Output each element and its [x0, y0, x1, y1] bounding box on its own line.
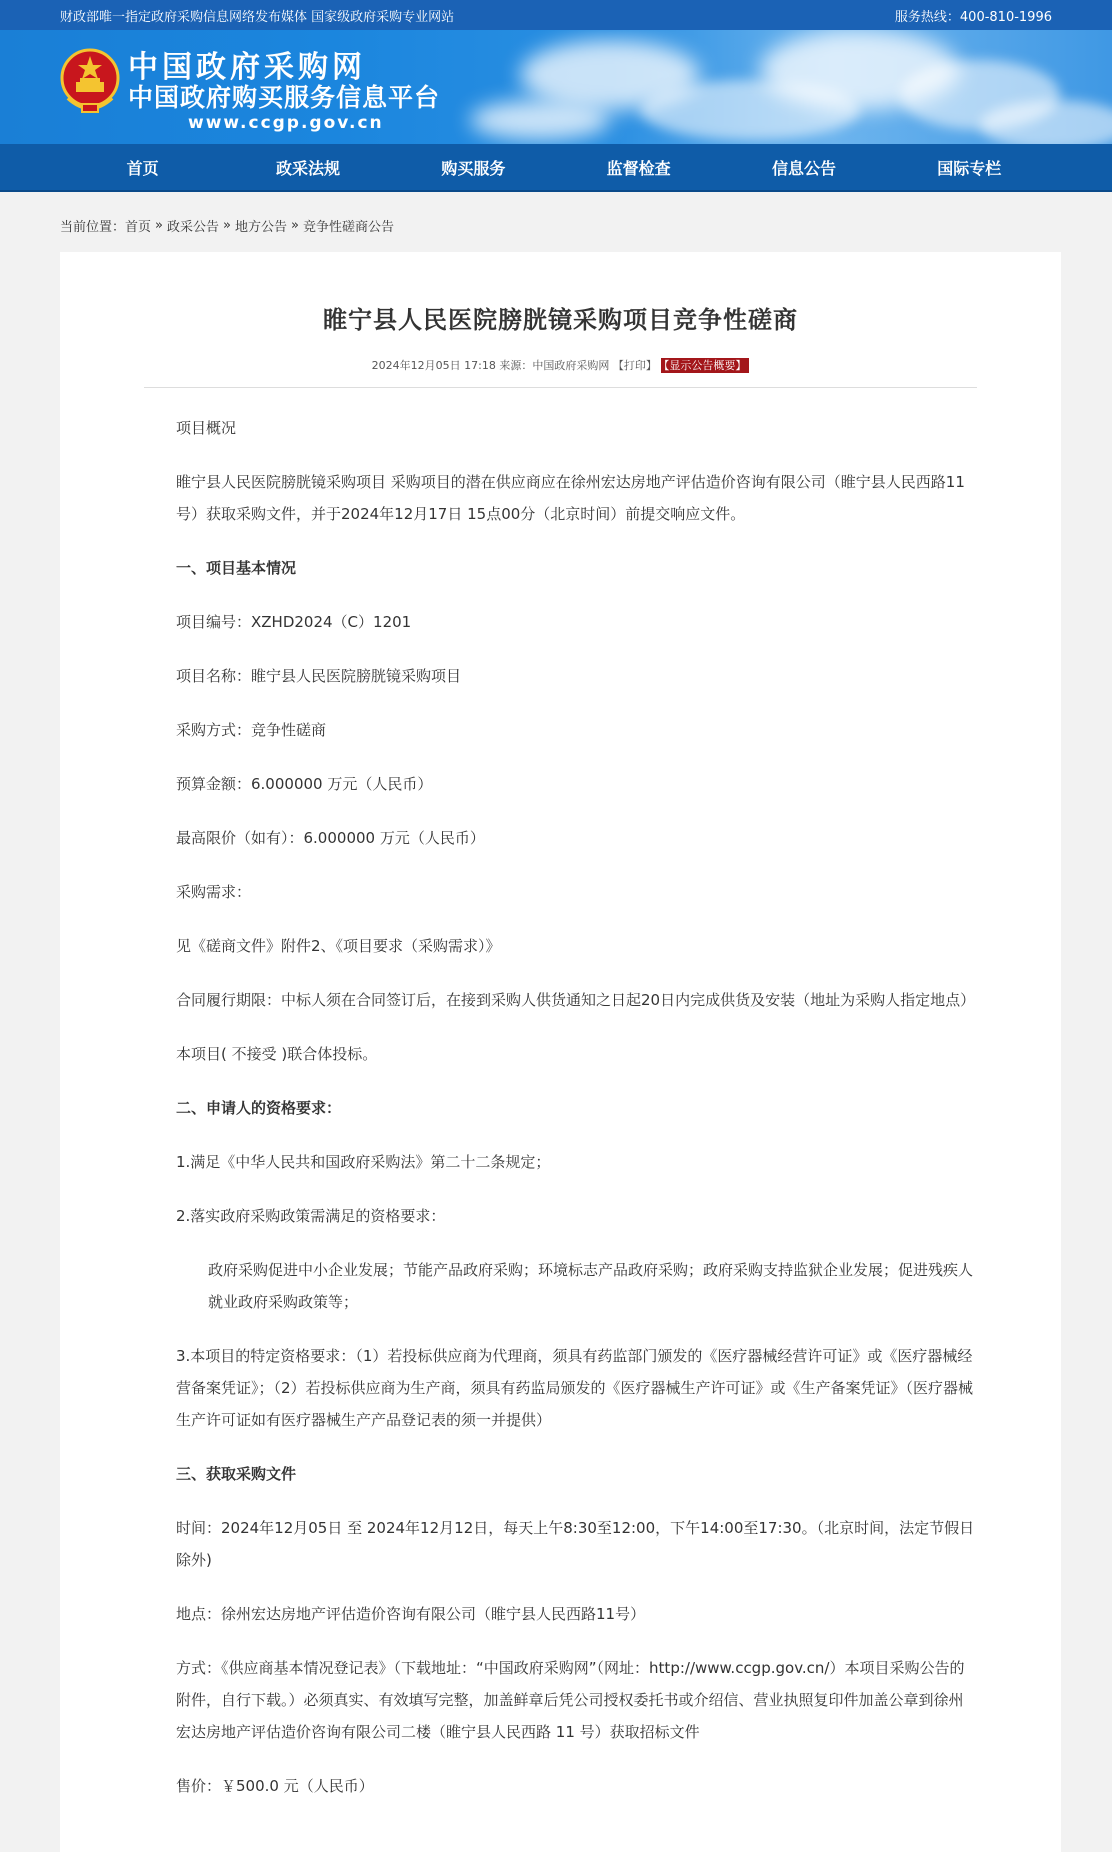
- section-heading: 二、申请人的资格要求：: [176, 1099, 342, 1117]
- national-emblem-icon[interactable]: [60, 48, 120, 116]
- paragraph: 3.本项目的特定资格要求：（1）若投标供应商为代理商，须具有药监部门颁发的《医疗器械经营许可证》或《医疗器械经营备案凭证》；（2）若投标供应商为生产商，须具有药监局颁发的《医疗器械生产许可证》或《生产备案凭证》（医疗器械生产许可证如有医疗器械生产产品登记表的须一并提供）: [176, 1347, 974, 1429]
- paragraph: 项目名称：睢宁县人民医院膀胱镜采购项目: [176, 667, 462, 685]
- article-meta: [60, 357, 1061, 373]
- nav-purchase-services[interactable]: 购买服务: [441, 158, 506, 178]
- paragraph: 预算金额：6.000000 万元（人民币）: [176, 775, 433, 793]
- section-heading: 三、获取采购文件: [176, 1465, 297, 1483]
- breadcrumb-separator: »: [155, 217, 163, 233]
- paragraph: 本项目( 不接受 )联合体投标。: [176, 1045, 378, 1063]
- paragraph: 1.满足《中华人民共和国政府采购法》第二十二条规定；: [176, 1153, 551, 1171]
- paragraph: 时间：2024年12月05日 至 2024年12月12日，每天上午8:30至12:00，下午14:00至17:30。（北京时间，法定节假日除外): [176, 1519, 975, 1569]
- paragraph: 见《磋商文件》附件2、《项目要求（采购需求）》: [176, 937, 501, 955]
- paragraph: 合同履行期限：中标人须在合同签订后，在接到采购人供货通知之日起20日内完成供货及安装（地址为采购人指定地点）: [176, 991, 976, 1009]
- site-banner: [0, 30, 1112, 144]
- logo-title: 中国政府采购网: [128, 50, 366, 85]
- breadcrumb-separator: »: [291, 217, 299, 233]
- paragraph: 睢宁县人民医院膀胱镜采购项目 采购项目的潜在供应商应在徐州宏达房地产评估造价咨询有限公司（睢宁县人民西路11号）获取采购文件，并于2024年12月17日 15点00分（北京时间）前提交响应文件。: [176, 473, 965, 523]
- main-nav: [0, 144, 1112, 192]
- article-body: [60, 388, 1061, 1802]
- nav-supervision[interactable]: 监督检查: [606, 158, 671, 178]
- paragraph: 项目编号：XZHD2024（C）1201: [176, 613, 412, 631]
- breadcrumb-procurement-notices[interactable]: 政采公告: [167, 219, 220, 235]
- article-meta-text: 2024年12月05日 17:18 来源：中国政府采购网 【打印】: [371, 359, 657, 372]
- article-panel: [60, 252, 1061, 1852]
- site-logo[interactable]: [128, 52, 440, 134]
- breadcrumb-local-notices[interactable]: 地方公告: [234, 219, 287, 235]
- nav-home[interactable]: 首页: [126, 158, 159, 178]
- nav-international[interactable]: 国际专栏: [937, 158, 1002, 178]
- top-slogan: 财政部唯一指定政府采购信息网络发布媒体 国家级政府采购专业网站: [60, 9, 455, 25]
- paragraph: 最高限价（如有）：6.000000 万元（人民币）: [176, 829, 485, 847]
- nav-announcements[interactable]: 信息公告: [771, 158, 836, 178]
- paragraph: 采购需求：: [176, 883, 252, 901]
- paragraph: 项目概况: [176, 419, 237, 437]
- paragraph: 售价：￥500.0 元（人民币）: [176, 1777, 374, 1795]
- service-hotline: 服务热线：400-810-1996: [894, 9, 1052, 25]
- breadcrumb-home[interactable]: 首页: [125, 219, 152, 235]
- section-heading: 一、项目基本情况: [176, 559, 297, 577]
- paragraph: 地点：徐州宏达房地产评估造价咨询有限公司（睢宁县人民西路11号）: [176, 1605, 646, 1623]
- breadcrumb-separator: »: [223, 217, 231, 233]
- paragraph: 2.落实政府采购政策需满足的资格要求：: [176, 1207, 446, 1225]
- show-summary-button[interactable]: 【显示公告概要】: [661, 358, 750, 373]
- logo-subtitle: 中国政府购买服务信息平台: [128, 83, 441, 112]
- breadcrumb: [0, 192, 1112, 258]
- breadcrumb-label: 当前位置：: [60, 219, 126, 235]
- paragraph: 采购方式：竞争性磋商: [176, 721, 327, 739]
- top-info-bar: [0, 0, 1112, 30]
- article-title: 睢宁县人民医院膀胱镜采购项目竞争性磋商: [323, 306, 798, 334]
- nav-regulations[interactable]: 政采法规: [275, 158, 340, 178]
- breadcrumb-competitive-consultation[interactable]: 竞争性磋商公告: [302, 219, 394, 235]
- paragraph: 政府采购促进中小企业发展；节能产品政府采购；环境标志产品政府采购；政府采购支持监狱企业发展；促进残疾人就业政府采购政策等；: [208, 1261, 974, 1311]
- logo-url: www.ccgp.gov.cn: [188, 113, 384, 133]
- paragraph: 方式：《供应商基本情况登记表》（下载地址：“中国政府采购网”（网址：http://www.ccgp.gov.cn/）本项目采购公告的附件，自行下载。）必须真实、有效填写完整，加盖鲜章后凭公司授权委托书或介绍信、营业执照复印件加盖公章到徐州宏达房地产评估造价咨询有限公司二楼（睢宁县人民西路 11 号）获取招标文件: [176, 1659, 965, 1741]
